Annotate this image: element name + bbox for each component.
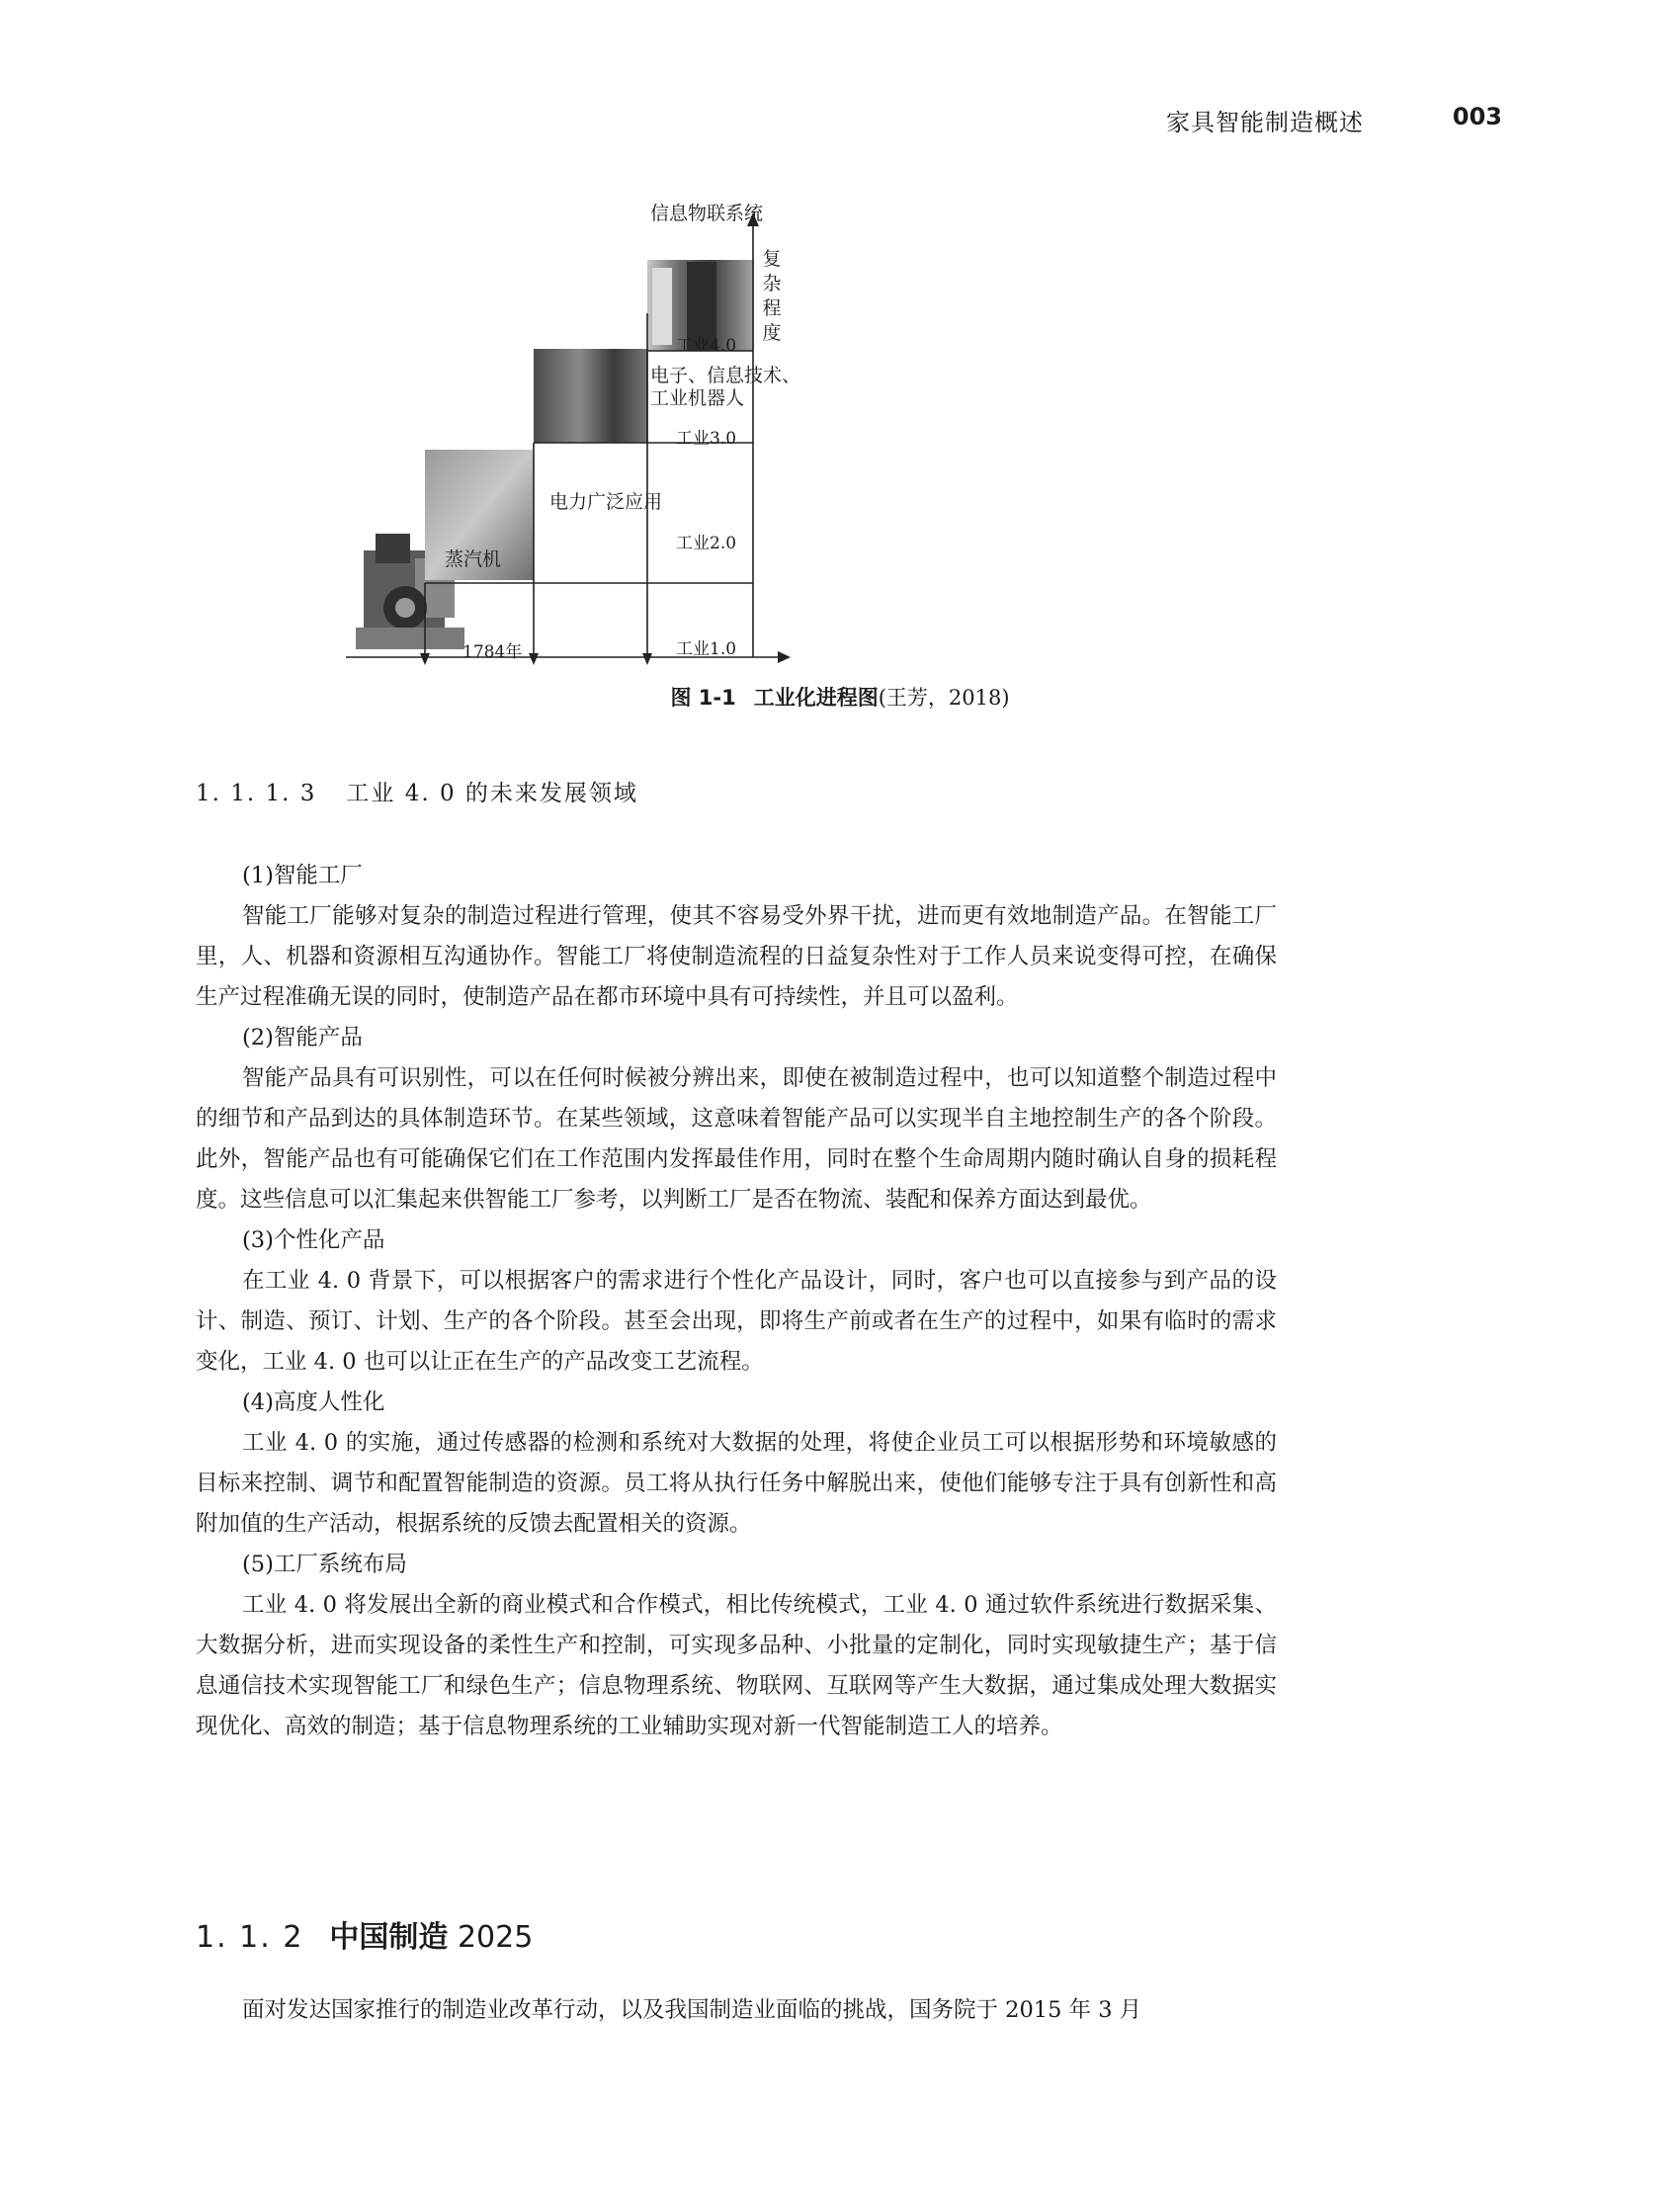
label-industry-4: 工业4.0 — [676, 336, 737, 356]
label-industry-2: 工业2.0 — [676, 534, 737, 553]
caption-label: 图 1-1 — [670, 686, 736, 710]
caption-title: 工业化进程图 — [753, 686, 879, 710]
running-head — [1166, 103, 1502, 142]
subsection-number: 1. 1. 2 — [196, 1920, 304, 1955]
item-heading: (4)高度人性化 — [242, 1389, 385, 1415]
item-paragraph: 工业 4. 0 的实施，通过传感器的检测和系统对大数据的处理，将使企业员工可以根据形势和环境敏感的目标来控制、调节和配置智能制造的资源。员工将从执行任务中解脱出来，使他们能够专注于具有创新性和高附加值的生产活动，根据系统的反馈去配置相关的资源。 — [196, 1430, 1277, 1537]
label-industry-1: 工业1.0 — [676, 639, 737, 659]
item-heading: (3)个性化产品 — [242, 1227, 385, 1253]
section-title: 工业 4. 0 的未来发展领域 — [346, 781, 638, 806]
label-complexity: 复杂程度 — [762, 248, 782, 344]
item-paragraph: 智能工厂能够对复杂的制造过程进行管理，使其不容易受外界干扰，进而更有效地制造产品。在智能工厂里，人、机器和资源相互沟通协作。智能工厂将使制造流程的日益复杂性对于工作人员来说变得可控，在确保生产过程准确无误的同时，使制造产品在都市环境中具有可持续性，并且可以盈利。 — [196, 903, 1277, 1010]
item-heading: (5)工厂系统布局 — [242, 1552, 407, 1577]
label-electronics-1: 电子、信息技术、 — [650, 365, 801, 386]
last-paragraph: 面对发达国家推行的制造业改革行动，以及我国制造业面临的挑战，国务院于 2015 年 3 月 — [242, 1997, 1142, 2023]
section-body — [196, 856, 1277, 1747]
item-heading: (2)智能产品 — [242, 1025, 363, 1051]
item-heading: (1)智能工厂 — [242, 863, 363, 888]
item-paragraph: 智能产品具有可识别性，可以在任何时候被分辨出来，即使在被制造过程中，也可以知道整个制造过程中的细节和产品到达的具体制造环节。在某些领域，这意味着智能产品可以实现半自主地控制生产的各个阶段。此外，智能产品也有可能确保它们在工作范围内发挥最佳作用，同时在整个生命周期内随时确认自身的损耗程度。这些信息可以汇集起来供智能工厂参考，以判断工厂是否在物流、装配和保养方面达到最优。 — [196, 1065, 1277, 1213]
label-cps: 信息物联系统 — [650, 203, 764, 224]
item-paragraph: 在工业 4. 0 背景下，可以根据客户的需求进行个性化产品设计，同时，客户也可以直接参与到产品的设计、制造、预订、计划、生产的各个阶段。甚至会出现，即将生产前或者在生产的过程中，如果有临时的需求变化，工业 4. 0 也可以让正在生产的产品改变工艺流程。 — [196, 1268, 1277, 1375]
subsection-heading — [196, 1912, 533, 1956]
label-power: 电力广泛应用 — [549, 491, 663, 513]
subsection-title: 中国制造 — [329, 1920, 449, 1955]
running-title: 家具智能制造概述 — [1166, 109, 1364, 136]
page-number: 003 — [1452, 103, 1502, 130]
section-number: 1. 1. 1. 3 — [196, 781, 317, 806]
section-heading — [196, 775, 638, 807]
industrialization-figure — [346, 193, 1117, 677]
caption-source: (王芳，2018) — [878, 686, 1010, 710]
label-electronics-2: 工业机器人 — [650, 387, 745, 409]
label-industry-3: 工业3.0 — [676, 429, 737, 449]
subsection-year: 2025 — [457, 1920, 534, 1955]
item-paragraph: 工业 4. 0 将发展出全新的商业模式和合作模式，相比传统模式，工业 4. 0 通过软件系统进行数据采集、大数据分析，进而实现设备的柔性生产和控制，可实现多品种、小批量的定制化，同时实现敏捷生产；基于信息通信技术实现智能工厂和绿色生产；信息物理系统、物联网、互联网等产生大数据，通过集成处理大数据实现优化、高效的制造；基于信息物理系统的工业辅助实现对新一代智能制造工人的培养。 — [196, 1592, 1277, 1739]
label-year: 1784年 — [462, 642, 523, 662]
label-steam-engine: 蒸汽机 — [445, 548, 502, 570]
figure-caption — [0, 682, 1680, 712]
electronics-factory-photo — [534, 349, 648, 443]
